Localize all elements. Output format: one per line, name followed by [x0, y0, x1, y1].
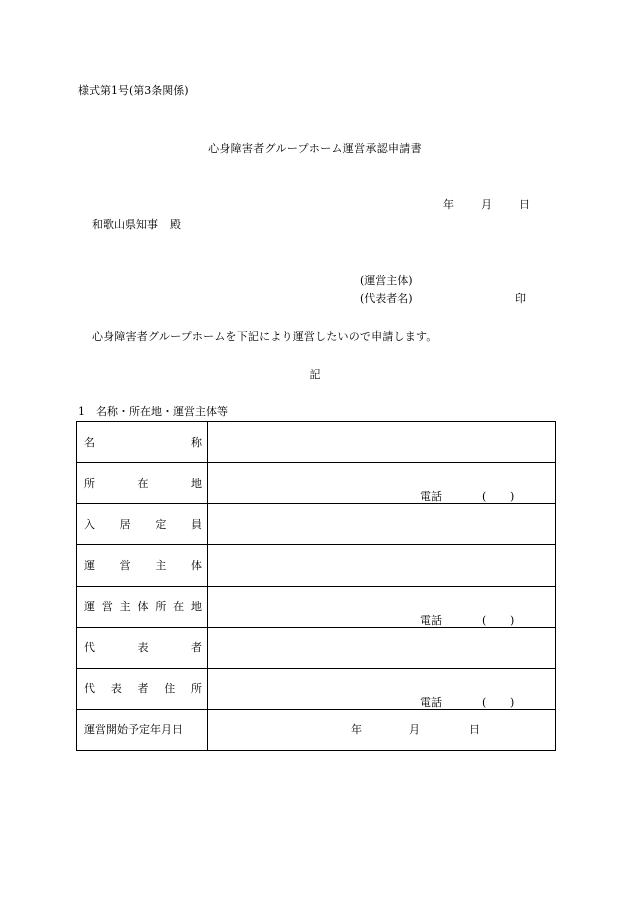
label-char: 員 — [190, 517, 202, 531]
label-char: 表 — [110, 682, 122, 696]
row-label — [77, 463, 208, 504]
label-char: 営 — [119, 558, 131, 572]
label-char: 営 — [101, 600, 113, 614]
row-label-text — [84, 560, 202, 571]
table-row — [77, 422, 556, 463]
phone-field — [420, 613, 515, 627]
table-row — [77, 586, 556, 627]
phone-paren-open: ( — [482, 613, 487, 627]
operator-label: (運営主体) — [360, 274, 413, 287]
label-char: 地 — [191, 476, 202, 490]
label-char: 体 — [190, 558, 202, 572]
table-row — [77, 504, 556, 545]
addressee-honorific: 殿 — [170, 218, 181, 231]
row-label — [77, 627, 208, 668]
label-char: 主 — [119, 600, 131, 614]
label-char: 運営開始予定年月日 — [84, 723, 183, 737]
date-day: 日 — [519, 198, 530, 211]
label-char: 者 — [137, 682, 149, 696]
row-label — [77, 504, 208, 545]
row-label — [77, 709, 208, 750]
phone-label: 電話 — [420, 613, 442, 627]
row-value-field[interactable] — [208, 504, 556, 545]
phone-field — [420, 490, 515, 504]
row-label — [77, 545, 208, 586]
label-char: 居 — [119, 517, 131, 531]
label-char: 在 — [173, 600, 185, 614]
table-row — [77, 627, 556, 668]
start-date-year: 年 — [351, 722, 362, 736]
row-value-field[interactable] — [208, 463, 556, 504]
phone-label: 電話 — [420, 695, 442, 709]
row-label-text — [84, 478, 202, 489]
label-char: 運 — [84, 600, 95, 614]
row-label-text — [84, 724, 202, 735]
table-row — [77, 709, 556, 750]
label-char: 定 — [155, 517, 167, 531]
label-char: 体 — [137, 600, 149, 614]
label-char: 称 — [191, 435, 202, 449]
info-table — [76, 421, 556, 751]
phone-field — [420, 695, 515, 709]
phone-paren-open: ( — [482, 695, 487, 709]
date-year: 年 — [443, 198, 454, 211]
seal-mark: 印 — [515, 292, 526, 305]
row-value-field[interactable] — [208, 709, 556, 750]
label-char: 運 — [84, 558, 95, 572]
row-label-text — [84, 683, 202, 694]
phone-paren-open: ( — [482, 490, 487, 504]
row-label-text — [84, 642, 202, 653]
date-month: 月 — [481, 198, 492, 211]
label-char: 住 — [164, 682, 176, 696]
label-char: 地 — [190, 600, 202, 614]
label-char: 名 — [84, 435, 95, 449]
body-text: 心身障害者グループホームを下記により運営したいので申請します。 — [92, 330, 438, 343]
document-title: 心身障害者グループホーム運営承認申請書 — [208, 142, 422, 155]
start-date-day: 日 — [469, 722, 480, 736]
row-label-text — [84, 519, 202, 530]
phone-paren-close: ) — [510, 695, 515, 709]
row-label — [77, 668, 208, 709]
form-number: 様式第1号(第3条関係) — [78, 84, 189, 97]
section-title: 1 名称・所在地・運営主体等 — [78, 405, 228, 418]
label-char: 在 — [137, 476, 149, 490]
addressee — [92, 219, 181, 230]
phone-label: 電話 — [420, 490, 442, 504]
row-value-field[interactable] — [208, 627, 556, 668]
label-char: 所 — [191, 682, 202, 696]
row-value-field[interactable] — [208, 586, 556, 627]
table-row — [77, 668, 556, 709]
table-row — [77, 545, 556, 586]
label-char: 表 — [137, 641, 149, 655]
label-char: 者 — [191, 641, 202, 655]
label-char: 入 — [84, 517, 95, 531]
label-char: 代 — [84, 641, 95, 655]
date-line — [443, 199, 530, 210]
representative-label: (代表者名) — [360, 292, 413, 305]
row-label — [77, 422, 208, 463]
label-char: 代 — [84, 682, 95, 696]
label-char: 所 — [84, 476, 95, 490]
row-value-field[interactable] — [208, 545, 556, 586]
ki-heading: 記 — [309, 368, 321, 381]
row-label-text — [84, 601, 202, 612]
row-value-field[interactable] — [208, 422, 556, 463]
table-row — [77, 463, 556, 504]
label-char: 主 — [155, 558, 167, 572]
row-label-text — [84, 437, 202, 448]
start-date-month: 月 — [409, 722, 420, 736]
phone-paren-close: ) — [510, 490, 515, 504]
phone-paren-close: ) — [510, 613, 515, 627]
row-label — [77, 586, 208, 627]
row-value-field[interactable] — [208, 668, 556, 709]
label-char: 所 — [155, 600, 167, 614]
addressee-name: 和歌山県知事 — [92, 218, 158, 231]
